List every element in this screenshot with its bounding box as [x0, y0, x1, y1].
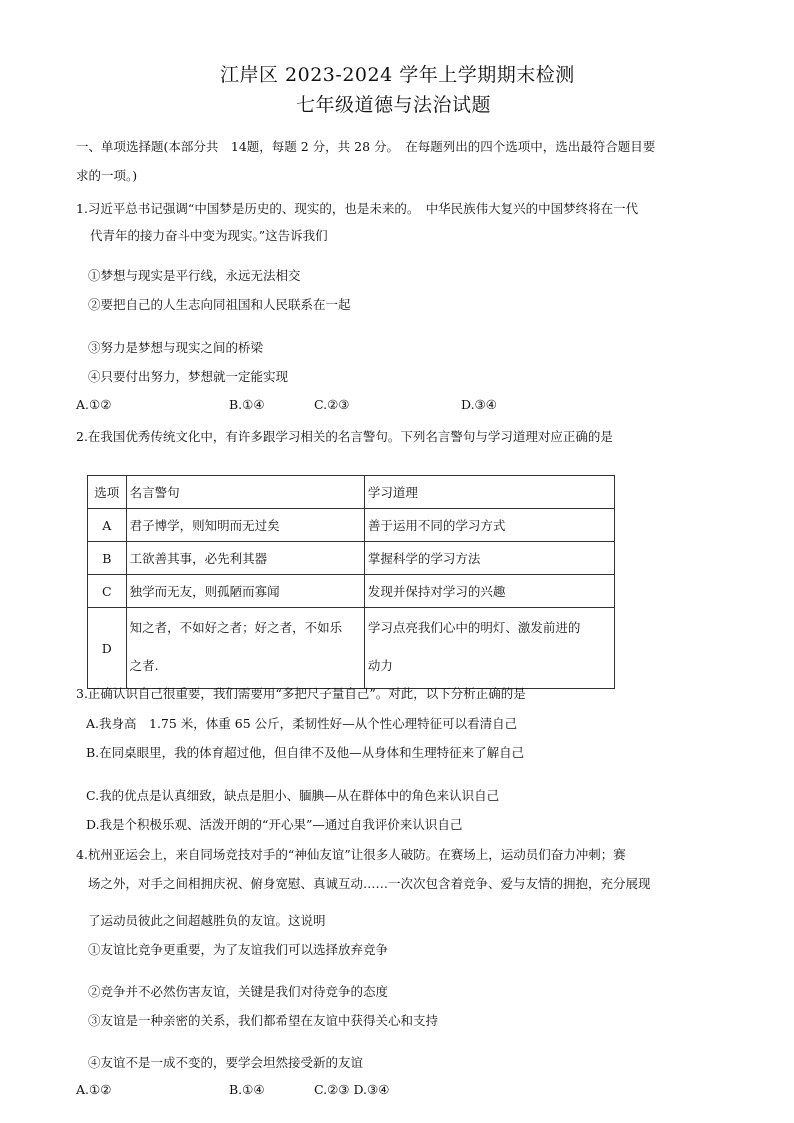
- table-row: [88, 509, 615, 542]
- table-cell: B: [88, 542, 127, 575]
- q4-stem-line3: 了运动员彼此之间超越胜负的友谊。这说明: [88, 913, 326, 928]
- table-cell: [126, 608, 364, 689]
- table-cell: D: [88, 608, 127, 689]
- table-cell: 君子博学，则知明而无过矣: [126, 509, 364, 542]
- q4-item-3: ③友谊是一种亲密的关系，我们都希望在友谊中获得关心和支持: [88, 1013, 439, 1028]
- q3-option-c: C.我的优点是认真细致，缺点是胆小、腼腆—从在群体中的角色来认识自己: [86, 788, 500, 803]
- q3-option-a: A.我身高 1.75 米，体重 65 公斤，柔韧性好—从个性心理特征可以看清自己: [86, 716, 518, 731]
- q1-option-d: D.③④: [461, 397, 497, 412]
- q4-item-2: ②竞争并不必然伤害友谊，关键是我们对待竞争的态度: [88, 984, 389, 999]
- q2-table: [87, 475, 615, 689]
- table-header-cell: 学习道理: [364, 476, 614, 509]
- q3-stem: 3.正确认识自己很重要，我们需要用“多把尺子量自己”。对此，以下分析正确的是: [76, 686, 526, 701]
- table-cell: A: [88, 509, 127, 542]
- table-cell: 掌握科学的学习方法: [364, 542, 614, 575]
- table-cell: 独学而无友，则孤陋而寡闻: [126, 575, 364, 608]
- table-header-row: [88, 476, 615, 509]
- q1-option-c: C.②③: [314, 397, 350, 412]
- table-cell-line: 动力: [367, 658, 393, 673]
- q4-option-a: A.①②: [76, 1082, 112, 1097]
- q4-stem-line1: 4.杭州亚运会上，来自同场竞技对手的“神仙友谊”让很多人破防。在赛场上，运动员们奋力冲刺；赛: [76, 847, 626, 862]
- table-header-cell: 选项: [88, 476, 127, 509]
- q1-item-2: ②要把自己的人生志向同祖国和人民联系在一起: [88, 297, 351, 312]
- q1-stem-line2: 代青年的接力奋斗中变为现实。”这告诉我们: [90, 228, 328, 243]
- q1-option-b: B.①④: [229, 397, 265, 412]
- exam-title-line2: 七年级道德与法治试题: [296, 94, 492, 116]
- table-cell-line: 知之者，不如好之者；好之者，不如乐: [129, 620, 343, 635]
- q4-item-4: ④友谊不是一成不变的，要学会坦然接受新的友谊: [88, 1055, 364, 1070]
- q2-stem: 2.在我国优秀传统文化中，有许多跟学习相关的名言警句。下列名言警句与学习道理对应正确的是: [76, 429, 613, 444]
- q4-option-cd: C.②③ D.③④: [314, 1082, 390, 1097]
- table-cell: 工欲善其事，必先利其器: [126, 542, 364, 575]
- table-row: [88, 608, 615, 689]
- table-cell: 善于运用不同的学习方式: [364, 509, 614, 542]
- q1-item-4: ④只要付出努力，梦想就一定能实现: [88, 369, 289, 384]
- table-cell: C: [88, 575, 127, 608]
- q1-item-3: ③努力是梦想与现实之间的桥梁: [88, 340, 264, 355]
- q4-stem-line2: 场之外，对手之间相拥庆祝、俯身宽慰、真诚互动……一次次包含着竞争、爱与友情的拥抱，充分展现: [88, 876, 651, 891]
- table-row: [88, 542, 615, 575]
- q3-option-b: B.在同桌眼里，我的体育超过他，但自律不及他—从身体和生理特征来了解自己: [86, 745, 525, 760]
- table-cell: [364, 608, 614, 689]
- table-header-cell: 名言警句: [126, 476, 364, 509]
- table-row: [88, 575, 615, 608]
- q4-item-1: ①友谊比竞争更重要，为了友谊我们可以选择放弃竞争: [88, 942, 389, 957]
- exam-title-line1: 江岸区 2023-2024 学年上学期期末检测: [220, 64, 575, 86]
- section-intro-line1: 一、单项选择题(本部分共 14题，每题 2 分，共 28 分。 在每题列出的四个选项中，选出最符合题目要: [76, 139, 656, 154]
- q1-option-a: A.①②: [76, 397, 112, 412]
- table-cell-line: 之者.: [129, 658, 159, 673]
- table-cell: 发现并保持对学习的兴趣: [364, 575, 614, 608]
- q1-item-1: ①梦想与现实是平行线，永远无法相交: [88, 268, 301, 283]
- q4-option-b: B.①④: [229, 1082, 265, 1097]
- q1-stem-line1: 1.习近平总书记强调“中国梦是历史的、现实的，也是未来的。 中华民族伟大复兴的中国梦终将在一代: [76, 201, 639, 216]
- table-cell-line: 学习点亮我们心中的明灯、激发前进的: [367, 620, 581, 635]
- q3-option-d: D.我是个积极乐观、活泼开朗的“开心果”—通过自我评价来认识自己: [86, 817, 463, 832]
- section-intro-line2: 求的一项。): [76, 168, 138, 183]
